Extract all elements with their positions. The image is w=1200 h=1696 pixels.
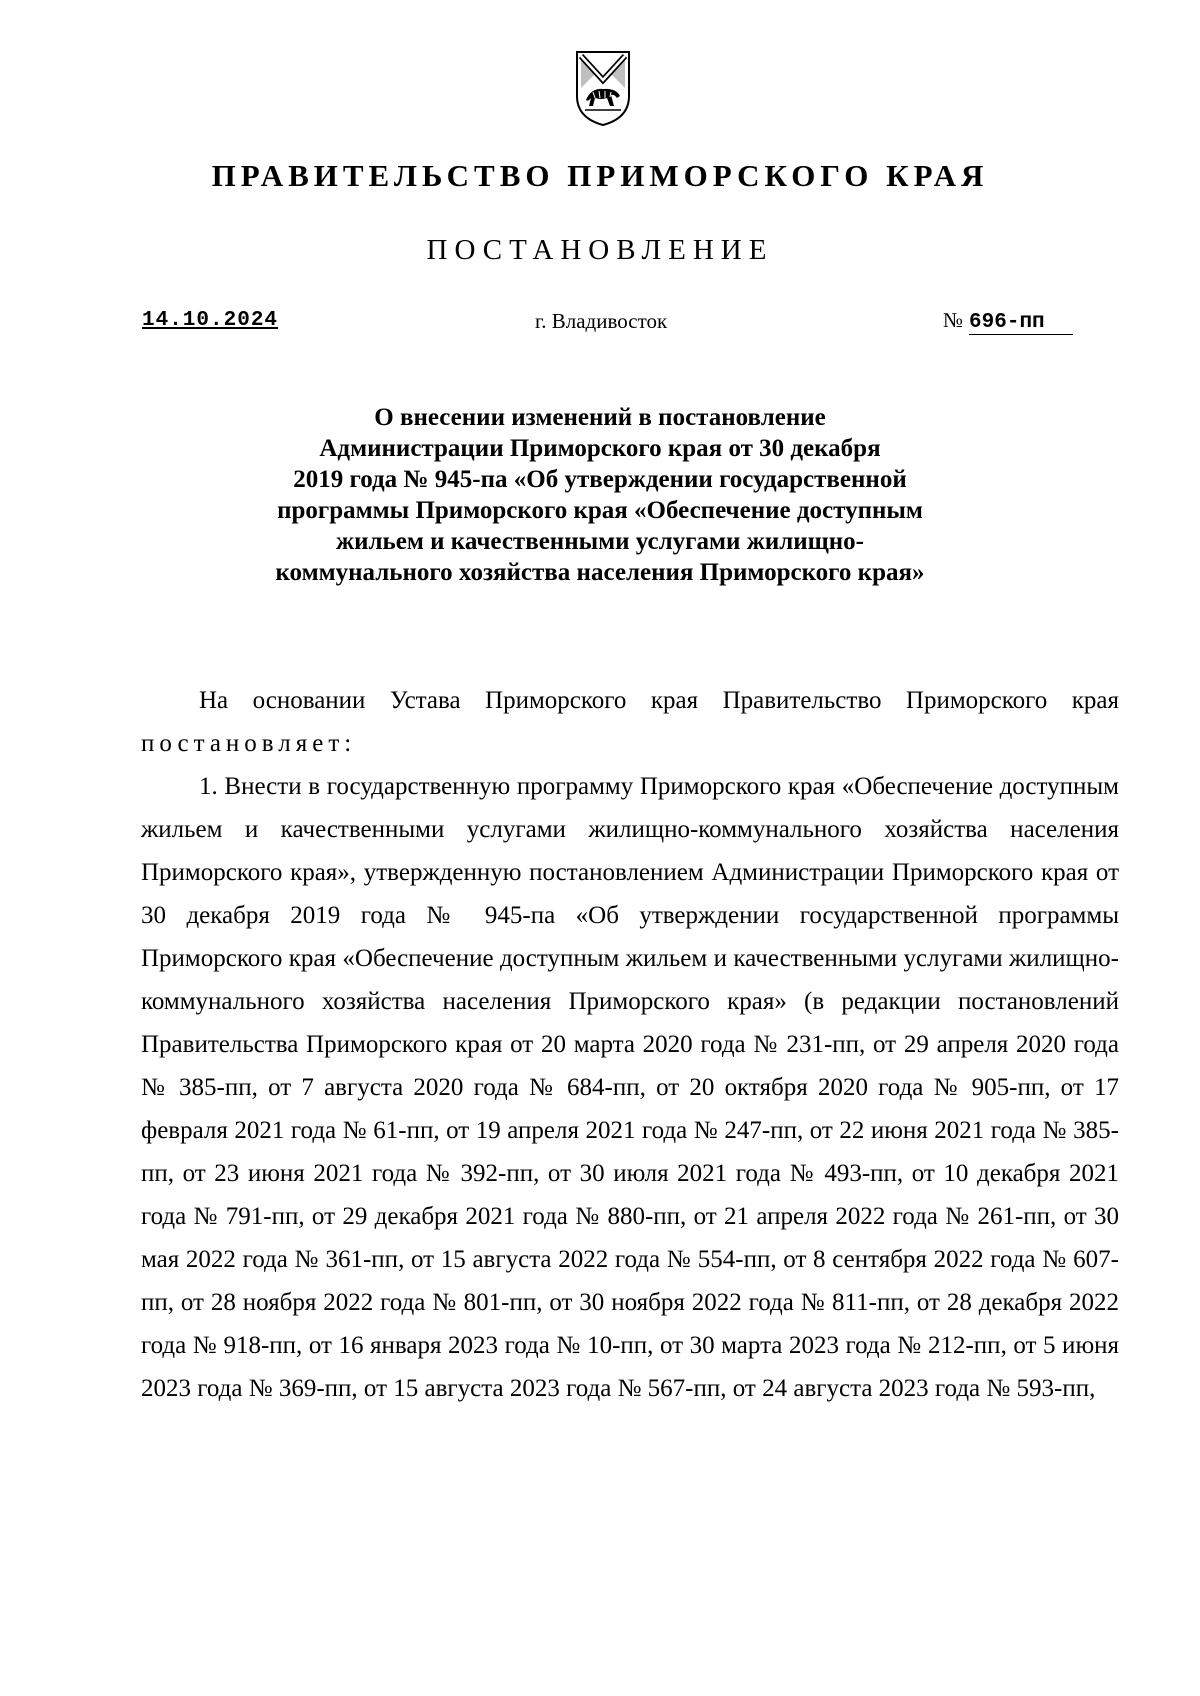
number-value: 696-пп (969, 311, 1073, 335)
subject-line: О внесении изменений в постановление (374, 404, 826, 431)
subject-line: 2019 года № 945-па «Об утверждении государственной (293, 466, 907, 493)
document-subject (230, 402, 970, 588)
resolves-word: постановляет: (141, 730, 357, 757)
subject-line: Администрации Приморского края от 30 декабря (319, 435, 881, 462)
subject-line: жильем и качественными услугами жилищно- (335, 528, 864, 555)
document-city: г. Владивосток (535, 309, 668, 333)
subject-line: программы Приморского края «Обеспечение доступным (277, 497, 923, 524)
preamble-text: На основании Устава Приморского края Правительство Приморского края (199, 687, 1119, 714)
item-1-paragraph: 1. Внести в государственную программу Приморского края «Обеспечение доступным жильем и качественными услугами жилищно-коммунального хозяйства населения Приморского края», утвержденную постановлением Администрации Приморского края от 30 декабря 2019 года № 945-па «Об утверждении государственной программы Приморского края «Обеспечение доступным жильем и качественными услугами жилищно-коммунального хозяйства населения Приморского края» (в редакции постановлений Правительства Приморского края от 20 марта 2020 года № 231-пп, от 29 апреля 2020 года № 385-пп, от 7 августа 2020 года № 684-пп, от 20 октября 2020 года № 905-пп, от 17 февраля 2021 года № 61-пп, от 19 апреля 2021 года № 247-пп, от 22 июня 2021 года № 385-пп, от 23 июня 2021 года № 392-пп, от 30 июля 2021 года № 493-пп, от 10 декабря 2021 года № 791-пп, от 29 декабря 2021 года № 880-пп, от 21 апреля 2022 года № 261-пп, от 30 мая 2022 года № 361-пп, от 15 августа 2022 года № 554-пп, от 8 сентября 2022 года № 607-пп, от 28 ноября 2022 года № 801-пп, от 30 ноября 2022 года № 811-пп, от 28 декабря 2022 года № 918-пп, от 16 января 2023 года № 10-пп, от 30 марта 2023 года № 212-пп, от 5 июня 2023 года № 369-пп, от 15 августа 2023 года № 567-пп, от 24 августа 2023 года № 593-пп, (141, 773, 1119, 1402)
subject-line: коммунального хозяйства населения Приморского края» (275, 559, 925, 586)
preamble-paragraph (141, 679, 1119, 765)
government-name: ПРАВИТЕЛЬСТВО ПРИМОРСКОГО КРАЯ (211, 158, 989, 193)
coat-of-arms-icon (573, 48, 633, 128)
document-body (141, 679, 1119, 1410)
number-label: № (943, 308, 964, 332)
document-type: ПОСТАНОВЛЕНИЕ (426, 234, 774, 266)
document-date: 14.10.2024 (142, 309, 279, 332)
document-number (943, 308, 1073, 335)
